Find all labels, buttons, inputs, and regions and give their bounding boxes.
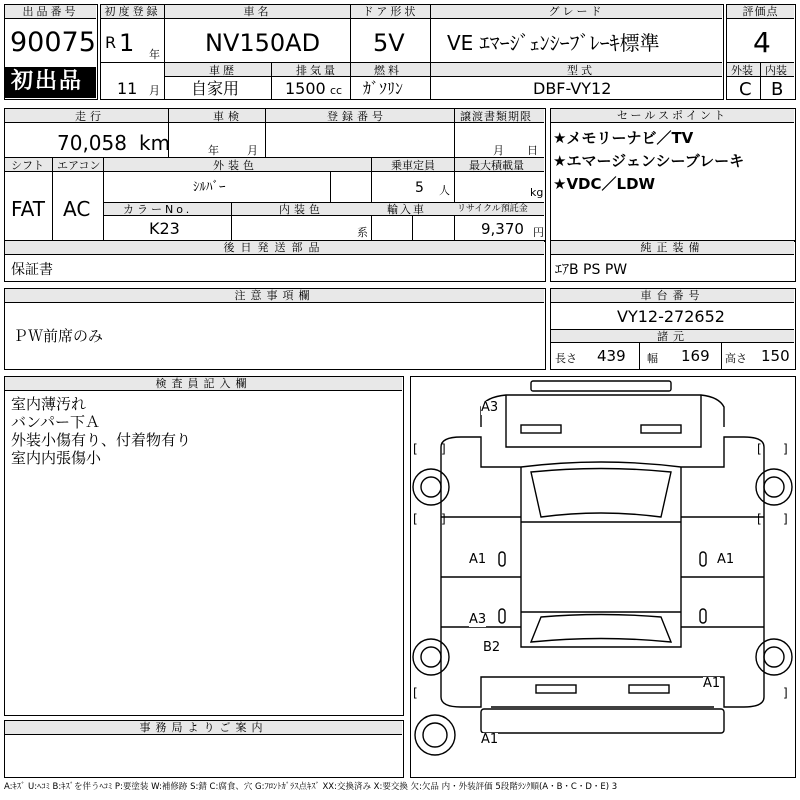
mileage-label: 走行 [75, 110, 105, 123]
car-name: NV150AD [205, 29, 321, 57]
inspection-label: 車検 [213, 110, 243, 123]
length-label: 長さ [555, 352, 577, 365]
height-label: 高さ [725, 352, 747, 365]
model: DBF-VY12 [533, 79, 612, 98]
height-value: 150 [761, 347, 790, 365]
sales-points-box [550, 108, 796, 242]
bracket-mark: [ [413, 442, 418, 456]
ac: AC [63, 197, 91, 221]
inspector-line: バンパー下Ａ [11, 413, 100, 431]
int-grade-label: 内装 [765, 64, 787, 77]
later-parts: 保証書 [11, 262, 53, 278]
displacement: 1500 [285, 79, 326, 98]
ext-grade: C [739, 79, 752, 100]
width-value: 169 [681, 347, 710, 365]
damage-mark: A1 [717, 552, 735, 567]
int-color-label: 内装色 [279, 203, 324, 216]
transfer-day: 日 [527, 144, 538, 157]
specs-box [4, 108, 546, 242]
inspection-year: 年 [208, 144, 219, 157]
inspector-box [4, 376, 404, 716]
transfer-label: 譲渡書類期限 [460, 110, 532, 123]
year-unit: 年 [149, 48, 160, 61]
ac-label: エアコン [57, 159, 101, 172]
recycle: 9,370 [481, 220, 524, 238]
int-grade: B [771, 79, 784, 100]
recycle-label: リサイクル預託金 [457, 204, 528, 214]
score: 4 [753, 26, 771, 59]
chassis-number: VY12-272652 [617, 307, 725, 326]
color-no-label: カラーNo. [123, 203, 193, 216]
reg-no-label: 登録番号 [327, 110, 387, 123]
damage-mark: A3 [481, 400, 499, 415]
displacement-unit: cc [330, 84, 343, 97]
bracket-mark: [ [757, 512, 762, 526]
era: R [105, 33, 117, 52]
sales-points-label: セールスポイント [551, 109, 794, 123]
ext-grade-label: 外装 [731, 64, 753, 77]
chassis-label: 車台番号 [551, 289, 794, 303]
month-unit: 月 [149, 84, 160, 97]
bracket-mark: ] [783, 442, 788, 456]
bracket-mark: ] [441, 512, 446, 526]
mileage-unit: km [139, 131, 171, 155]
door-label: ドア形状 [351, 5, 430, 19]
lot-number: 90075 [10, 27, 96, 58]
lot-number-label: 出品番号 [5, 5, 96, 19]
displacement-label: 排気量 [296, 64, 338, 77]
capacity: 5 [415, 180, 424, 196]
mileage: 70,058 [57, 131, 127, 155]
grade-label: グレード [431, 5, 722, 19]
inspection-month: 月 [247, 144, 258, 157]
color-no: K23 [149, 219, 180, 238]
sales-point-item: ★エマージェンシーブレーキ [553, 152, 745, 170]
inspector-label: 検査員記入欄 [5, 377, 402, 391]
office-box [4, 720, 404, 778]
damage-mark: A1 [703, 676, 721, 691]
notes-label: 注意事項欄 [5, 289, 544, 303]
notes-value: ＰＷ前席のみ [13, 327, 104, 345]
equipment-value: ｴｱB PS PW [555, 262, 628, 278]
capacity-label: 乗車定員 [391, 159, 435, 172]
sales-point-item: ★VDC／LDW [553, 175, 656, 193]
later-parts-box [4, 240, 546, 282]
int-color-unit: 系 [357, 226, 368, 239]
inspector-line: 外装小傷有り、付着物有り [11, 431, 192, 449]
length-value: 439 [597, 347, 626, 365]
damage-mark: A1 [469, 552, 487, 567]
inspector-line: 室内内張傷小 [11, 449, 102, 467]
dims-label: 諸元 [657, 330, 689, 343]
first-reg-label: 初度登録 [101, 5, 164, 19]
year-num: 1 [119, 29, 135, 57]
first-listing-badge [5, 67, 96, 98]
recycle-unit: 円 [533, 226, 544, 239]
damage-mark: B2 [483, 640, 501, 655]
grade: VE ｴﾏｰｼﾞｪﾝｼｰﾌﾞﾚｰｷ標準 [447, 31, 660, 55]
lot-number-box [4, 4, 98, 100]
bracket-mark: ] [783, 686, 788, 700]
ext-color: ｼﾙﾊﾞｰ [193, 180, 226, 195]
fuel: ｶﾞｿﾘﾝ [363, 79, 404, 98]
chassis-box [550, 288, 796, 370]
car-diagram-box [410, 376, 796, 778]
bracket-mark: ] [441, 442, 446, 456]
bracket-mark: ] [783, 512, 788, 526]
notes-box [4, 288, 546, 370]
shift: FAT [11, 197, 46, 221]
car-name-label: 車名 [165, 5, 350, 19]
ext-color-label: 外装色 [213, 159, 258, 172]
capacity-unit: 人 [439, 184, 450, 197]
bracket-mark: [ [757, 442, 762, 456]
first-listing-text: 初出品 [11, 69, 84, 94]
damage-mark: A1 [481, 732, 499, 747]
max-load-unit: kg [530, 186, 544, 199]
transfer-month: 月 [493, 144, 504, 157]
sales-point-item: ★メモリーナビ／TV [553, 129, 694, 147]
shift-label: シフト [11, 159, 44, 172]
history-label: 車歴 [209, 64, 237, 77]
door-type: 5V [373, 29, 405, 57]
width-label: 幅 [647, 352, 658, 365]
month-num: 11 [117, 79, 138, 98]
equipment-box [550, 240, 796, 282]
fuel-label: 燃料 [374, 64, 402, 77]
history: 自家用 [191, 79, 240, 98]
vehicle-header-box [100, 4, 724, 100]
car-diagram [411, 377, 794, 776]
legend: A:ｷｽﾞ U:ﾍｺﾐ B:ｷｽﾞを伴うﾍｺﾐ P:要塗装 W:補修跡 S:錆 C:腐食、穴 G:ﾌﾛﾝﾄｶﾞﾗｽ点ｷｽﾞ XX:交換済み X:要交換 欠:欠品 内・外装評価 5段階ﾗﾝｸ順(A・B・C・D・E) 3 [4, 782, 618, 792]
inspector-line: 室内薄汚れ [11, 395, 87, 413]
later-parts-label: 後日発送部品 [5, 241, 544, 255]
damage-mark: A3 [469, 612, 487, 627]
bracket-mark: [ [413, 686, 418, 700]
max-load-label: 最大積載量 [469, 159, 524, 172]
import-label: 輸入車 [387, 203, 426, 216]
score-label: 評価点 [727, 5, 794, 19]
model-label: 型式 [567, 64, 595, 77]
equipment-label: 純正装備 [551, 241, 794, 255]
score-box [726, 4, 796, 100]
office-label: 事務局よりご案内 [5, 721, 402, 735]
bracket-mark: [ [413, 512, 418, 526]
